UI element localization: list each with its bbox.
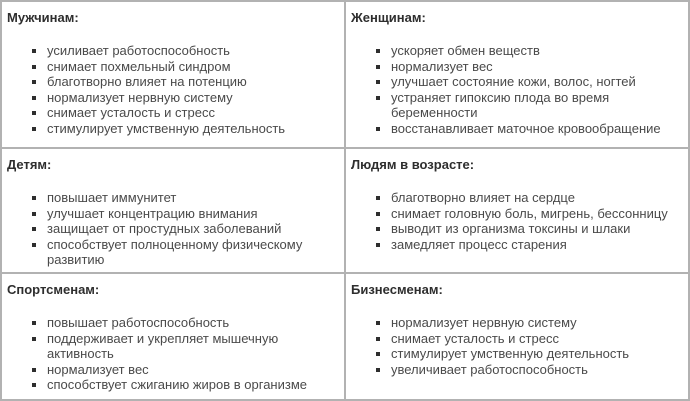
benefit-item: ▪ усиливает работоспособность [47,43,342,59]
section-elderly [346,149,688,272]
section-women [346,2,688,147]
benefit-item: ▪ способствует сжиганию жиров в организме [47,377,342,393]
section-children-list [7,190,342,268]
benefit-item: ▪ восстанавливает маточное кровообращение [391,121,686,137]
benefit-item: ▪ нормализует вес [391,59,686,75]
section-elderly-title: Людям в возрасте: [351,157,475,172]
section-children [2,149,344,272]
benefit-item: ▪ ускоряет обмен веществ [391,43,686,59]
benefit-item: ▪ поддерживает и укрепляет мышечную активность [47,331,342,362]
section-men-list [7,43,342,136]
section-athletes-list [7,315,342,393]
benefit-item: ▪ повышает работоспособность [47,315,342,331]
benefit-item: ▪ нормализует нервную систему [47,90,342,106]
benefit-item: ▪ благотворно влияет на сердце [391,190,686,206]
benefit-item: ▪ защищает от простудных заболеваний [47,221,342,237]
benefit-item: ▪ выводит из организма токсины и шлаки [391,221,686,237]
benefit-item: ▪ стимулирует умственную деятельность [391,346,686,362]
section-athletes [2,274,344,399]
section-men-title: Мужчинам: [7,10,79,25]
benefit-item: ▪ улучшает концентрацию внимания [47,206,342,222]
section-men [2,2,344,147]
benefit-item: ▪ устраняет гипоксию плода во время беременности [391,90,686,121]
section-businessmen-title: Бизнесменам: [351,282,443,297]
section-women-title: Женщинам: [351,10,426,25]
section-elderly-list [351,190,686,252]
benefit-item: ▪ улучшает состояние кожи, волос, ногтей [391,74,686,90]
benefit-item: ▪ снимает похмельный синдром [47,59,342,75]
benefit-item: ▪ стимулирует умственную деятельность [47,121,342,137]
benefit-item: ▪ замедляет процесс старения [391,237,686,253]
section-women-list [351,43,686,136]
benefit-item: ▪ благотворно влияет на потенцию [47,74,342,90]
benefit-item: ▪ снимает усталость и стресс [47,105,342,121]
benefit-item: ▪ снимает головную боль, мигрень, бессонницу [391,206,686,222]
benefit-item: ▪ способствует полноценному физическому развитию [47,237,342,268]
benefit-item: ▪ повышает иммунитет [47,190,342,206]
section-athletes-title: Спортсменам: [7,282,100,297]
benefit-item: ▪ нормализует нервную систему [391,315,686,331]
benefit-item: ▪ увеличивает работоспособность [391,362,686,378]
benefit-item: ▪ снимает усталость и стресс [391,331,686,347]
section-children-title: Детям: [7,157,52,172]
section-businessmen-list [351,315,686,377]
benefit-item: ▪ нормализует вес [47,362,342,378]
section-businessmen [346,274,688,399]
